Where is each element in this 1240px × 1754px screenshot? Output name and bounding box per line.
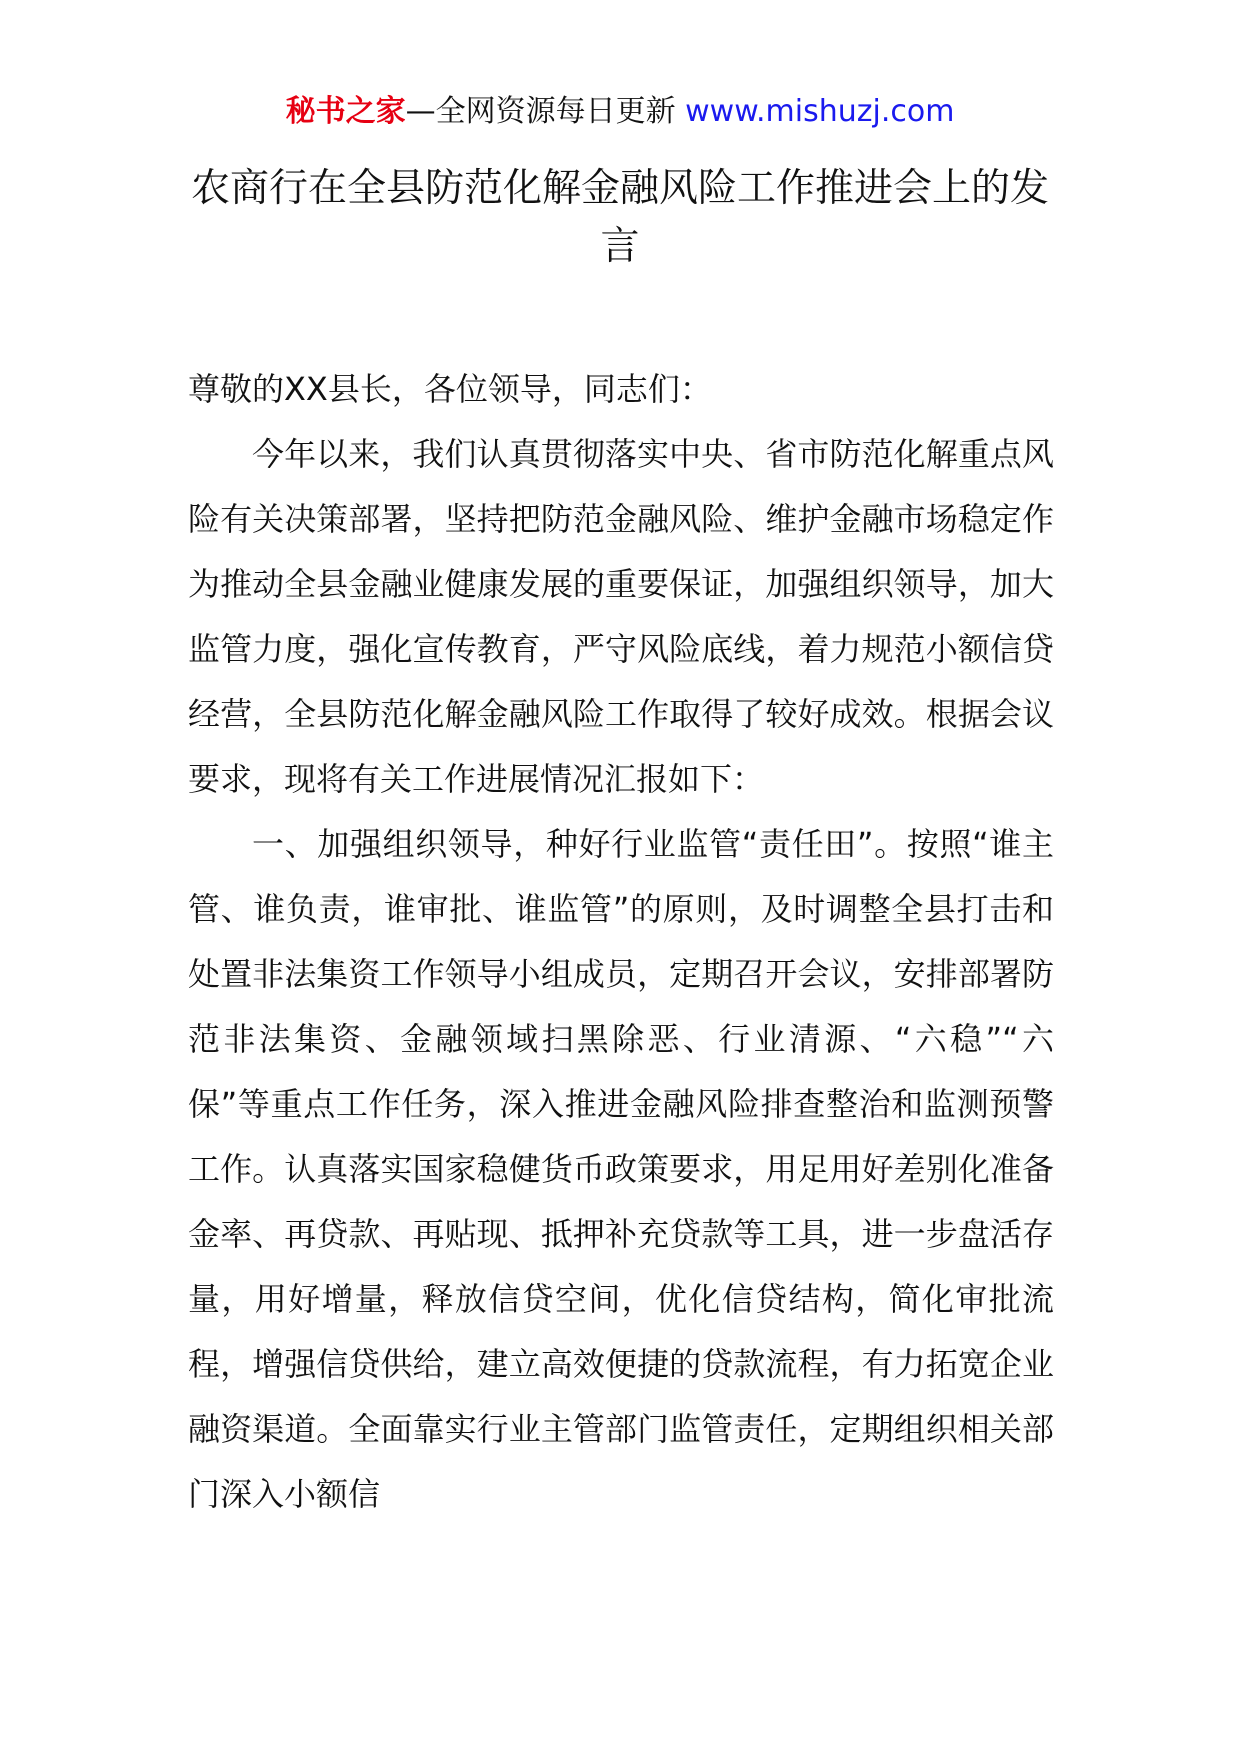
paragraph-intro: 今年以来，我们认真贯彻落实中央、省市防范化解重点风险有关决策部署，坚持把防范金融风险、维护金融市场稳定作为推动全县金融业健康发展的重要保证，加强组织领导，加大监管力度，强化宣传教育，严守风险底线，着力规范小额信贷经营，全县防范化解金融风险工作取得了较好成效。根据会议要求，现将有关工作进展情况汇报如下：	[188, 435, 1054, 798]
site-url-link[interactable]: www.mishuzj.com	[685, 94, 955, 129]
header-tagline: —全网资源每日更新	[405, 94, 676, 129]
paragraph-section-one: 一、加强组织领导，种好行业监管“责任田”。按照“谁主管、谁负责，谁审批、谁监管”的原则，及时调整全县打击和处置非法集资工作领导小组成员，定期召开会议，安排部署防范非法集资、金融领域扫黑除恶、行业清源、“六稳”“六保”等重点工作任务，深入推进金融风险排查整治和监测预警工作。认真落实国家稳健货币政策要求，用足用好差别化准备金率、再贷款、再贴现、抵押补充贷款等工具，进一步盘活存量，用好增量，释放信贷空间，优化信贷结构，简化审批流程，增强信贷供给，建立高效便捷的贷款流程，有力拓宽企业融资渠道。全面靠实行业主管部门监管责任，定期组织相关部门深入小额信	[188, 825, 1054, 1513]
site-header	[0, 92, 1240, 132]
document-body	[188, 357, 1054, 1527]
document-title: 农商行在全县防范化解金融风险工作推进会上的发言	[190, 166, 1049, 269]
brand-name: 秘书之家	[285, 94, 406, 129]
salutation: 尊敬的XX县长，各位领导，同志们：	[188, 370, 712, 408]
